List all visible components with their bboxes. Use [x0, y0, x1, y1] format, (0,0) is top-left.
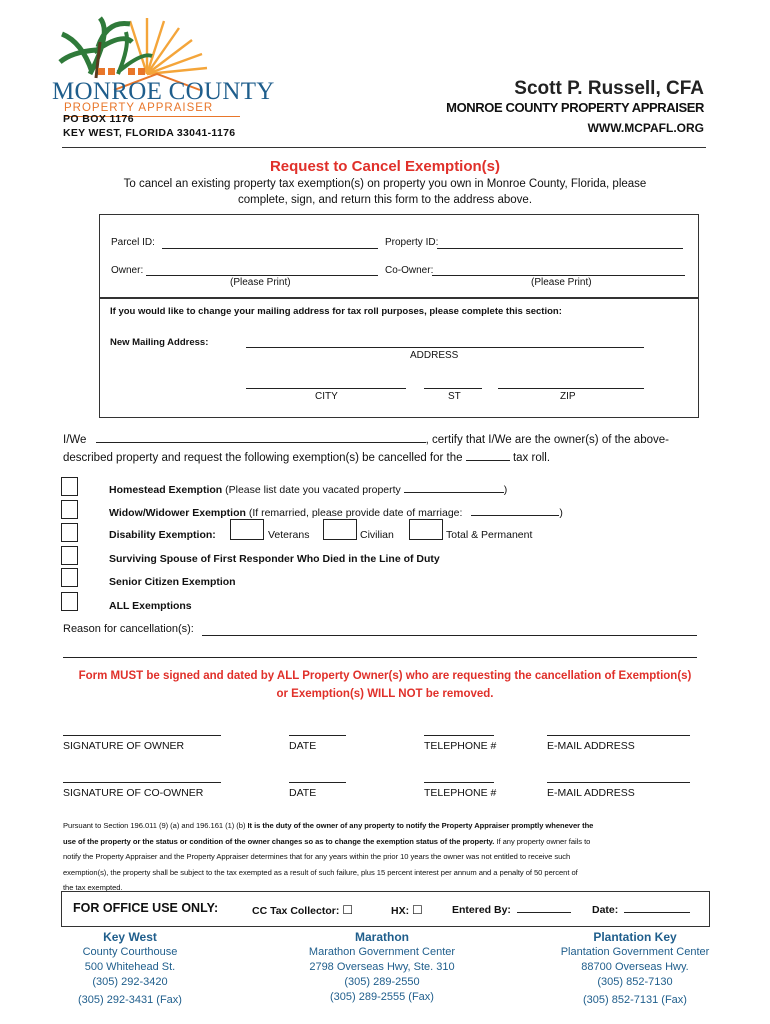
office-name: Plantation Key: [593, 930, 677, 944]
widow-label: Widow/Widower Exemption: [109, 507, 246, 519]
office-name: Key West: [103, 930, 157, 944]
office-line: 500 Whitehead St.: [84, 961, 176, 973]
telephone-caption-2: TELEPHONE #: [424, 787, 497, 799]
office-line: (305) 292-3431 (Fax): [78, 994, 182, 1006]
zip-field[interactable]: [498, 388, 644, 389]
intro-line-2: complete, sign, and return this form to the address above.: [237, 194, 533, 206]
sig-coowner-caption: SIGNATURE OF CO-OWNER: [63, 787, 204, 799]
coowner-label: Co-Owner:: [385, 265, 434, 276]
mailing-note: If you would like to change your mailing address for tax roll purposes, please complete this section:: [110, 306, 562, 317]
po-box: PO BOX 1176: [63, 113, 134, 125]
disability-label: Disability Exemption:: [109, 529, 216, 541]
appraiser-title: MONROE COUNTY PROPERTY APPRAISER: [446, 100, 704, 115]
warning-line-2: or Exemption(s) WILL NOT be removed.: [276, 688, 494, 700]
owner-field[interactable]: [146, 275, 378, 276]
date-caption-2: DATE: [289, 787, 317, 799]
cc-collector-group: [252, 903, 353, 917]
city-address: KEY WEST, FLORIDA 33041-1176: [63, 127, 236, 139]
office-plantation-key: [545, 930, 725, 1008]
total-permanent-label: Total & Permanent: [446, 529, 533, 541]
coowner-field[interactable]: [432, 275, 685, 276]
city-field[interactable]: [246, 388, 406, 389]
certify-lead: I/We: [63, 434, 87, 446]
all-label: ALL Exemptions: [109, 600, 192, 612]
property-label: Property ID:: [385, 237, 439, 248]
widow-row: [109, 506, 563, 519]
please-print-coowner: (Please Print): [531, 277, 592, 288]
logo: [52, 12, 275, 122]
office-line: Marathon Government Center: [308, 946, 456, 958]
sig-owner-caption: SIGNATURE OF OWNER: [63, 740, 185, 752]
statute-l5: the tax exempted.: [63, 883, 123, 892]
coowner-email-field[interactable]: [547, 782, 690, 783]
statute-ref: Pursuant to Section 196.011 (9) (a) and 196.161 (1) (b): [63, 821, 246, 830]
homestead-date-field[interactable]: [404, 483, 504, 493]
address-caption: ADDRESS: [410, 350, 459, 361]
office-line: (305) 852-7131 (Fax): [583, 994, 687, 1006]
veterans-label: Veterans: [268, 529, 310, 541]
date-caption-1: DATE: [289, 740, 317, 752]
office-line: (305) 289-2550: [344, 976, 420, 988]
office-line: 88700 Overseas Hwy.: [581, 961, 689, 973]
office-line: (305) 292-3420: [92, 976, 168, 988]
website: WWW.MCPAFL.ORG: [587, 121, 704, 135]
office-line: 2798 Overseas Hwy, Ste. 310: [309, 961, 455, 973]
certify-line-2: [63, 450, 550, 464]
cc-collector-checkbox[interactable]: ☐: [342, 903, 354, 917]
homestead-label: Homestead Exemption: [109, 484, 223, 496]
cc-collector-label: CC Tax Collector:: [252, 905, 340, 917]
checkbox-widow[interactable]: [61, 500, 78, 519]
checkbox-veterans[interactable]: [230, 519, 264, 540]
statute-l2b: If any property owner fails to: [494, 836, 591, 846]
property-info-box: [99, 214, 699, 298]
logo-name: MONROE COUNTY: [52, 78, 275, 105]
close-paren: ): [559, 507, 563, 519]
statute-duty-1: It is the duty of the owner of any property to notify the Property Appraiser promptly whenever the: [245, 821, 594, 830]
statute-l4: exemption(s), the property shall be subject to the tax exempted as a result of such failure, plus 15 percent interest per annum and a penalty of 50 percent of: [63, 867, 578, 877]
office-name: Marathon: [355, 930, 409, 944]
st-field[interactable]: [424, 388, 482, 389]
checkbox-surviving[interactable]: [61, 546, 78, 565]
telephone-caption-1: TELEPHONE #: [424, 740, 497, 752]
checkbox-all[interactable]: [61, 592, 78, 611]
reason-label: Reason for cancellation(s):: [63, 623, 194, 635]
statute-l3: notify the Property Appraiser and the Property Appraiser determines that for any years within the prior 10 years the owner was not entitled to receive such: [63, 852, 571, 861]
parcel-label: Parcel ID:: [111, 237, 155, 248]
owner-signature-field[interactable]: [63, 735, 221, 736]
office-line: County Courthouse: [82, 946, 178, 958]
reason-field-2[interactable]: [63, 657, 697, 658]
checkbox-total-permanent[interactable]: [409, 519, 443, 540]
office-use-label: FOR OFFICE USE ONLY:: [73, 901, 219, 915]
office-line: (305) 852-7130: [597, 976, 673, 988]
owner-phone-field[interactable]: [424, 735, 494, 736]
certify-mid: , certify that I/We are the owner(s) of the above-: [425, 434, 669, 446]
owner-label: Owner:: [111, 265, 144, 276]
office-date-label: Date:: [592, 904, 619, 916]
entered-by-group: [452, 903, 571, 916]
st-caption: ST: [448, 391, 461, 402]
zip-caption: ZIP: [560, 391, 576, 402]
hx-group: [391, 903, 423, 917]
certify-line2a: described property and request the following exemption(s) be cancelled for the: [63, 452, 463, 464]
header-divider: [62, 147, 706, 148]
appraiser-name: Scott P. Russell, CFA: [514, 78, 704, 99]
checkbox-civilian[interactable]: [323, 519, 357, 540]
owner-email-field[interactable]: [547, 735, 690, 736]
office-key-west: [55, 930, 205, 1008]
civilian-label: Civilian: [360, 529, 394, 541]
checkbox-senior[interactable]: [61, 568, 78, 587]
intro-line-1: To cancel an existing property tax exemption(s) on property you own in Monroe County, Florida, please: [123, 178, 647, 190]
entered-by-label: Entered By:: [452, 904, 511, 916]
homestead-row: [109, 483, 507, 496]
new-mailing-label: New Mailing Address:: [110, 337, 209, 348]
property-field[interactable]: [437, 248, 683, 249]
office-marathon: [292, 930, 472, 1005]
form-title: Request to Cancel Exemption(s): [269, 158, 501, 175]
hx-checkbox[interactable]: ☐: [412, 903, 423, 917]
marriage-date-field[interactable]: [471, 506, 559, 516]
close-paren: ): [503, 484, 508, 496]
homestead-note: (Please list date you vacated property: [222, 484, 401, 496]
hx-label: HX:: [391, 905, 410, 917]
widow-note: (If remarried, please provide date of marriage:: [245, 507, 463, 519]
tax-year-field[interactable]: [466, 450, 510, 461]
office-date-field[interactable]: [624, 903, 690, 913]
certify-name-field[interactable]: [96, 432, 426, 443]
coowner-phone-field[interactable]: [424, 782, 494, 783]
statute-duty-2: use of the property or the status or condition of the owner changes so as to change the exemption status of the property.: [63, 836, 495, 846]
certify-line-1: [63, 432, 669, 446]
coowner-date-field[interactable]: [289, 782, 346, 783]
checkbox-disability[interactable]: [61, 523, 78, 542]
owner-date-field[interactable]: [289, 735, 346, 736]
city-caption: CITY: [315, 391, 338, 402]
surviving-label: Surviving Spouse of First Responder Who Died in the Line of Duty: [109, 553, 440, 565]
email-caption-2: E-MAIL ADDRESS: [547, 787, 635, 799]
office-date-group: [592, 903, 690, 916]
warning-line-1: Form MUST be signed and dated by ALL Property Owner(s) who are requesting the cancellation of Exemption(s): [78, 670, 692, 682]
senior-label: Senior Citizen Exemption: [109, 576, 236, 588]
coowner-signature-field[interactable]: [63, 782, 221, 783]
parcel-field[interactable]: [162, 248, 378, 249]
please-print-owner: (Please Print): [230, 277, 291, 288]
checkbox-homestead[interactable]: [61, 477, 78, 496]
statute-text: [63, 818, 593, 896]
email-caption-1: E-MAIL ADDRESS: [547, 740, 635, 752]
logo-subname: PROPERTY APPRAISER: [64, 102, 214, 114]
entered-by-field[interactable]: [517, 903, 571, 913]
office-line: Plantation Government Center: [560, 946, 710, 958]
office-line: (305) 289-2555 (Fax): [330, 991, 434, 1003]
address-field[interactable]: [246, 347, 644, 348]
certify-line2b: tax roll.: [512, 452, 551, 464]
reason-field-1[interactable]: [202, 635, 697, 636]
